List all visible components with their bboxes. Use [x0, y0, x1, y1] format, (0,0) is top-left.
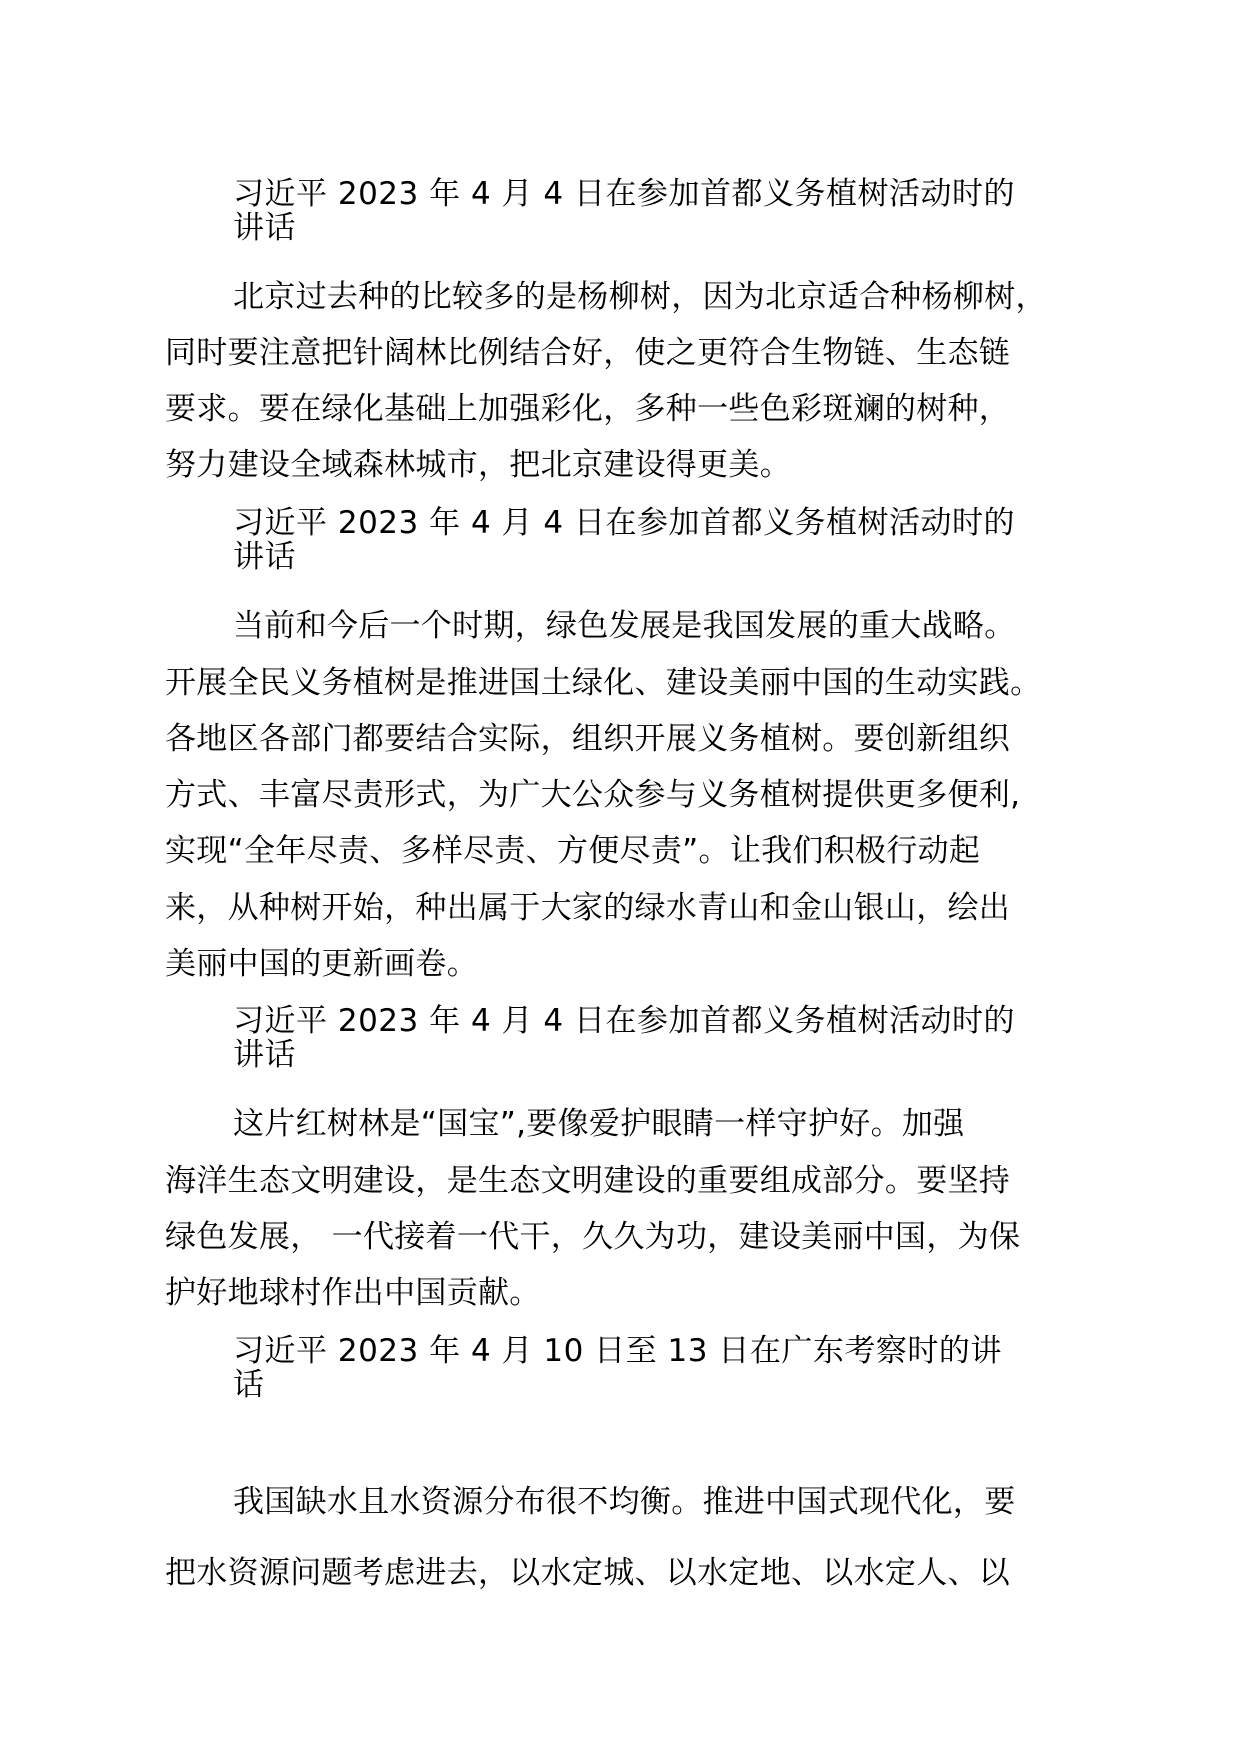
source-line: 讲话 [233, 210, 296, 246]
source-line: 讲话 [233, 1037, 296, 1073]
paragraph-line: 绿色发展， 一代接着一代干，久久为功，建设美丽中国，为保 [165, 1219, 1021, 1255]
source-line: 讲话 [233, 539, 296, 575]
paragraph-line: 护好地球村作出中国贡献。 [165, 1275, 541, 1311]
source-line: 习近平 2023 年 4 月 10 日至 13 日在广东考察时的讲 [233, 1333, 1002, 1369]
paragraph-line: 这片红树林是“国宝”,要像爱护眼睛一样守护好。加强 [233, 1106, 965, 1142]
paragraph-line: 要求。要在绿化基础上加强彩化，多种一些色彩斑斓的树种， [165, 391, 1011, 427]
source-line: 习近平 2023 年 4 月 4 日在参加首都义务植树活动时的 [233, 1003, 1015, 1039]
paragraph-line: 努力建设全域森林城市，把北京建设得更美。 [165, 447, 791, 483]
paragraph-line: 我国缺水且水资源分布很不均衡。推进中国式现代化，要 [233, 1484, 1016, 1520]
paragraph-line: 各地区各部门都要结合实际，组织开展义务植树。要创新组织 [165, 721, 1011, 757]
source-line: 习近平 2023 年 4 月 4 日在参加首都义务植树活动时的 [233, 176, 1015, 212]
paragraph-line: 北京过去种的比较多的是杨柳树，因为北京适合种杨柳树， [233, 279, 1047, 315]
paragraph-line: 美丽中国的更新画卷。 [165, 946, 478, 982]
source-line: 习近平 2023 年 4 月 4 日在参加首都义务植树活动时的 [233, 505, 1015, 541]
paragraph-line: 来，从种树开始，种出属于大家的绿水青山和金山银山，绘出 [165, 890, 1011, 926]
paragraph-line: 方式、丰富尽责形式，为广大公众参与义务植树提供更多便利, [165, 777, 1021, 813]
paragraph-line: 实现“全年尽责、多样尽责、方便尽责”。让我们积极行动起 [165, 833, 981, 869]
paragraph-line: 开展全民义务植树是推进国土绿化、建设美丽中国的生动实践。 [165, 665, 1042, 701]
paragraph-line: 同时要注意把针阔林比例结合好，使之更符合生物链、生态链 [165, 335, 1011, 371]
paragraph-line: 当前和今后一个时期，绿色发展是我国发展的重大战略。 [233, 608, 1016, 644]
source-line: 话 [233, 1367, 265, 1403]
paragraph-line: 海洋生态文明建设，是生态文明建设的重要组成部分。要坚持 [165, 1163, 1011, 1199]
paragraph-line: 把水资源问题考虑进去，以水定城、以水定地、以水定人、以 [165, 1555, 1011, 1591]
